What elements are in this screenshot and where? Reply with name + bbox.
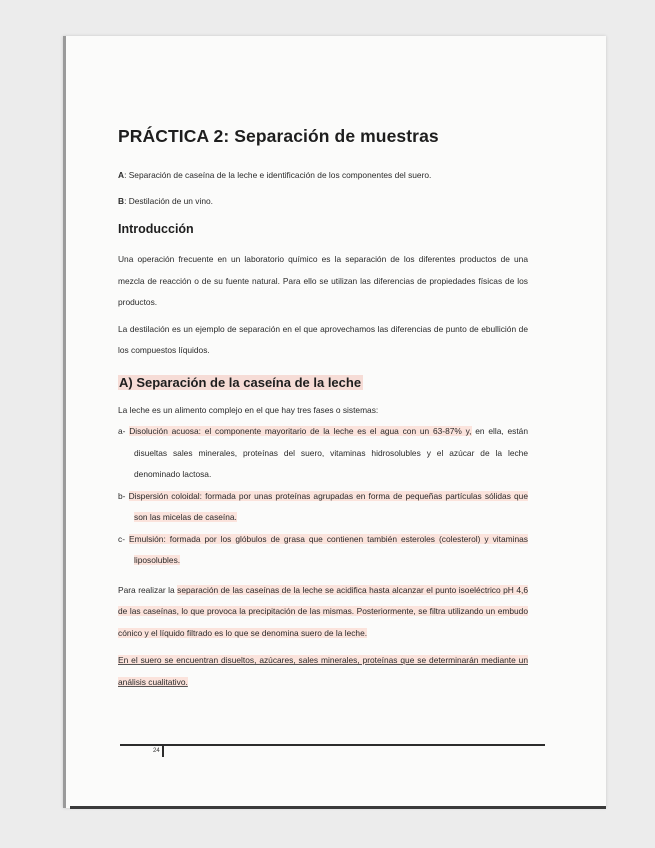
phase-marker-c: c- xyxy=(118,533,129,544)
part-b-line xyxy=(118,195,528,207)
whey-paragraph xyxy=(118,650,528,693)
intro-paragraph-2: La destilación es un ejemplo de separación en el que aprovechamos las diferencias de punto de ebullición de los compuestos líquidos. xyxy=(118,323,528,355)
sheet-bottom-edge xyxy=(70,806,606,809)
milk-intro: La leche es un alimento complejo en el que hay tres fases o sistemas: xyxy=(118,404,379,415)
phase-item-a xyxy=(118,421,528,486)
separation-highlight: separación de las caseínas de la leche se acidifica hasta alcanzar el punto isoeléctrico pH 4,6 de las caseínas, lo que provoca la precipitación de las mismas. Posteriormente, se filtra utilizando un embudo cónico y el líquido filtrado es lo que se denomina suero de la leche. xyxy=(118,584,528,638)
part-b-label: B xyxy=(118,196,125,206)
section-a-heading: A) Separación de la caseína de la leche xyxy=(119,374,362,390)
part-b-text: : Destilación de un vino. xyxy=(124,196,213,206)
footer-rule xyxy=(120,744,545,746)
intro-heading: Introducción xyxy=(118,222,194,236)
whey-text: En el suero se encuentran disueltos, azúcares, sales minerales, proteínas que se determinarán mediante un análisis cualitativo. xyxy=(118,655,528,687)
part-a-label: A xyxy=(118,170,125,180)
sheet-left-edge xyxy=(63,36,66,808)
milk-phases-list xyxy=(118,421,528,572)
document-body xyxy=(118,126,528,693)
phase-marker-a: a- xyxy=(118,426,130,436)
separation-paragraph xyxy=(118,580,528,645)
phase-highlight-b: Dispersión coloidal: formada por unas proteínas agrupadas en forma de pequeñas partículas sólidas que son las micelas de caseína. xyxy=(128,490,528,522)
part-a-line xyxy=(118,169,528,181)
phase-marker-b: b- xyxy=(118,490,129,501)
phase-rest-a: en ella, están disueltas sales minerales, proteínas del suero, vitaminas hidrosolubles y el azúcar de la leche denominado lactosa. xyxy=(134,426,528,479)
intro-paragraph-1: Una operación frecuente en un laboratorio químico es la separación de los diferentes productos de una mezcla de reacción o de su fuente natural. Para ello se utilizan las diferencias de propiedades físicas de los productos. xyxy=(118,254,528,307)
page-number: 24 xyxy=(153,748,160,754)
part-a-text: : Separación de caseína de la leche e identificación de los componentes del suero. xyxy=(124,170,432,180)
phase-highlight-c: Emulsión: formada por los glóbulos de grasa que contienen también esteroles (colesterol) y vitaminas liposolubles. xyxy=(129,533,528,565)
page-number-divider xyxy=(162,745,164,757)
phase-highlight-a: Disolución acuosa: el componente mayoritario de la leche es el agua con un 63-87% y, xyxy=(129,426,472,436)
practice-title: PRÁCTICA 2: Separación de muestras xyxy=(118,126,439,146)
phase-item-b xyxy=(118,486,528,529)
separation-start: Para realizar la xyxy=(118,584,178,595)
phase-item-c xyxy=(118,529,528,572)
